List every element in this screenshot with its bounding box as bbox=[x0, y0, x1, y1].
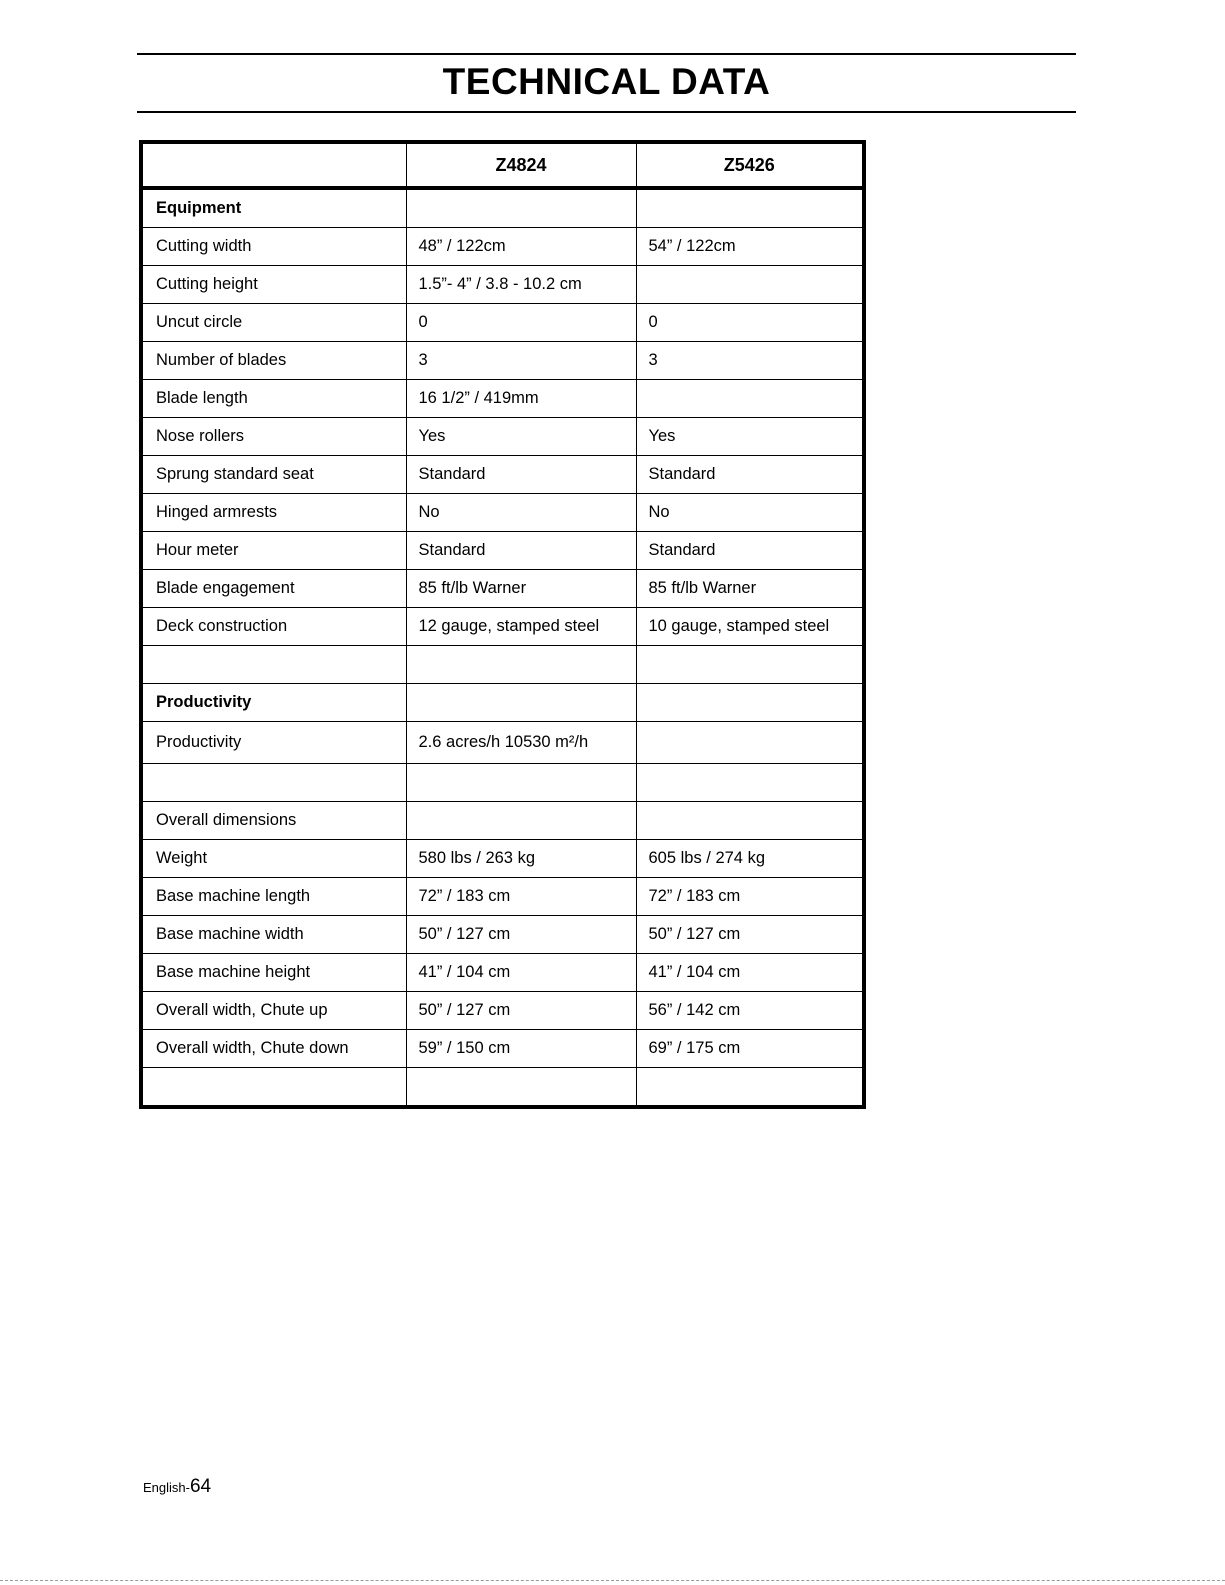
table-row bbox=[141, 608, 864, 646]
table-row bbox=[141, 494, 864, 532]
cell-z5426: 50” / 127 cm bbox=[636, 916, 864, 954]
row-label: Blade engagement bbox=[141, 570, 406, 608]
table-row bbox=[141, 878, 864, 916]
cell-z5426: 0 bbox=[636, 304, 864, 342]
cell-z4824 bbox=[406, 646, 636, 684]
table-row bbox=[141, 418, 864, 456]
table-row bbox=[141, 722, 864, 764]
header-cell-z5426: Z5426 bbox=[636, 142, 864, 188]
cell-z5426 bbox=[636, 802, 864, 840]
row-label: Productivity bbox=[141, 722, 406, 764]
table-row bbox=[141, 342, 864, 380]
cell-z4824: 50” / 127 cm bbox=[406, 916, 636, 954]
cell-z4824 bbox=[406, 684, 636, 722]
row-label: Overall dimensions bbox=[141, 802, 406, 840]
page-number: 64 bbox=[189, 1476, 212, 1497]
cell-z4824: 2.6 acres/h 10530 m²/h bbox=[406, 722, 636, 764]
table-row bbox=[141, 456, 864, 494]
cell-z4824: 85 ft/lb Warner bbox=[406, 570, 636, 608]
cell-z4824: Standard bbox=[406, 456, 636, 494]
row-label: Cutting width bbox=[141, 228, 406, 266]
table-row bbox=[141, 1030, 864, 1068]
cell-z5426 bbox=[636, 380, 864, 418]
table-row bbox=[141, 802, 864, 840]
cell-z5426 bbox=[636, 722, 864, 764]
cell-z4824: Standard bbox=[406, 532, 636, 570]
table-row bbox=[141, 764, 864, 802]
cell-z5426: 69” / 175 cm bbox=[636, 1030, 864, 1068]
cell-z4824 bbox=[406, 188, 636, 228]
cell-z5426: 56” / 142 cm bbox=[636, 992, 864, 1030]
row-label: Overall width, Chute up bbox=[141, 992, 406, 1030]
row-label: Hinged armrests bbox=[141, 494, 406, 532]
cell-z4824 bbox=[406, 1068, 636, 1108]
table-row bbox=[141, 954, 864, 992]
cell-z4824: 12 gauge, stamped steel bbox=[406, 608, 636, 646]
row-label bbox=[141, 1068, 406, 1108]
cell-z5426: 41” / 104 cm bbox=[636, 954, 864, 992]
cell-z5426 bbox=[636, 646, 864, 684]
row-label: Sprung standard seat bbox=[141, 456, 406, 494]
cell-z4824: 41” / 104 cm bbox=[406, 954, 636, 992]
row-label: Weight bbox=[141, 840, 406, 878]
row-label: Base machine width bbox=[141, 916, 406, 954]
cell-z4824: No bbox=[406, 494, 636, 532]
page-title: TECHNICAL DATA bbox=[442, 61, 771, 102]
technical-data-table bbox=[139, 140, 866, 1109]
cell-z4824: 72” / 183 cm bbox=[406, 878, 636, 916]
cell-z4824: 3 bbox=[406, 342, 636, 380]
table-row bbox=[141, 380, 864, 418]
title-bottom-rule bbox=[137, 111, 1076, 113]
cell-z4824 bbox=[406, 802, 636, 840]
table-row bbox=[141, 646, 864, 684]
cell-z5426: 10 gauge, stamped steel bbox=[636, 608, 864, 646]
row-label: Nose rollers bbox=[141, 418, 406, 456]
row-label: Equipment bbox=[141, 188, 406, 228]
table-row bbox=[141, 992, 864, 1030]
cell-z4824: 1.5”- 4” / 3.8 - 10.2 cm bbox=[406, 266, 636, 304]
table-row bbox=[141, 916, 864, 954]
cell-z5426: 54” / 122cm bbox=[636, 228, 864, 266]
row-label: Deck construction bbox=[141, 608, 406, 646]
row-label: Cutting height bbox=[141, 266, 406, 304]
cell-z5426: Standard bbox=[636, 532, 864, 570]
row-label bbox=[141, 646, 406, 684]
row-label: Hour meter bbox=[141, 532, 406, 570]
header-cell-z4824: Z4824 bbox=[406, 142, 636, 188]
header-cell-blank bbox=[141, 142, 406, 188]
cell-z4824: 50” / 127 cm bbox=[406, 992, 636, 1030]
cell-z5426 bbox=[636, 188, 864, 228]
row-label: Blade length bbox=[141, 380, 406, 418]
table-row bbox=[141, 570, 864, 608]
cell-z4824: 0 bbox=[406, 304, 636, 342]
row-label: Overall width, Chute down bbox=[141, 1030, 406, 1068]
scan-edge-line bbox=[0, 1580, 1225, 1581]
table-row bbox=[141, 188, 864, 228]
table-row bbox=[141, 228, 864, 266]
cell-z5426: 72” / 183 cm bbox=[636, 878, 864, 916]
table-row bbox=[141, 840, 864, 878]
cell-z5426: 3 bbox=[636, 342, 864, 380]
table-body bbox=[141, 188, 864, 1107]
cell-z5426 bbox=[636, 1068, 864, 1108]
row-label: Base machine height bbox=[141, 954, 406, 992]
cell-z5426: Yes bbox=[636, 418, 864, 456]
cell-z5426 bbox=[636, 764, 864, 802]
cell-z5426: 85 ft/lb Warner bbox=[636, 570, 864, 608]
cell-z4824: Yes bbox=[406, 418, 636, 456]
row-label: Number of blades bbox=[141, 342, 406, 380]
table-row bbox=[141, 1068, 864, 1108]
cell-z4824: 48” / 122cm bbox=[406, 228, 636, 266]
cell-z5426 bbox=[636, 266, 864, 304]
row-label bbox=[141, 764, 406, 802]
title-top-rule bbox=[137, 53, 1076, 55]
page-footer bbox=[143, 1476, 211, 1498]
row-label: Base machine length bbox=[141, 878, 406, 916]
table-header-row bbox=[141, 142, 864, 188]
cell-z4824 bbox=[406, 764, 636, 802]
cell-z5426: 605 lbs / 274 kg bbox=[636, 840, 864, 878]
cell-z4824: 59” / 150 cm bbox=[406, 1030, 636, 1068]
table-row bbox=[141, 304, 864, 342]
footer-language: English- bbox=[143, 1480, 190, 1495]
cell-z4824: 16 1/2” / 419mm bbox=[406, 380, 636, 418]
table-row bbox=[141, 532, 864, 570]
cell-z5426: No bbox=[636, 494, 864, 532]
row-label: Productivity bbox=[141, 684, 406, 722]
table-row bbox=[141, 684, 864, 722]
cell-z5426 bbox=[636, 684, 864, 722]
table-row bbox=[141, 266, 864, 304]
cell-z4824: 580 lbs / 263 kg bbox=[406, 840, 636, 878]
row-label: Uncut circle bbox=[141, 304, 406, 342]
cell-z5426: Standard bbox=[636, 456, 864, 494]
